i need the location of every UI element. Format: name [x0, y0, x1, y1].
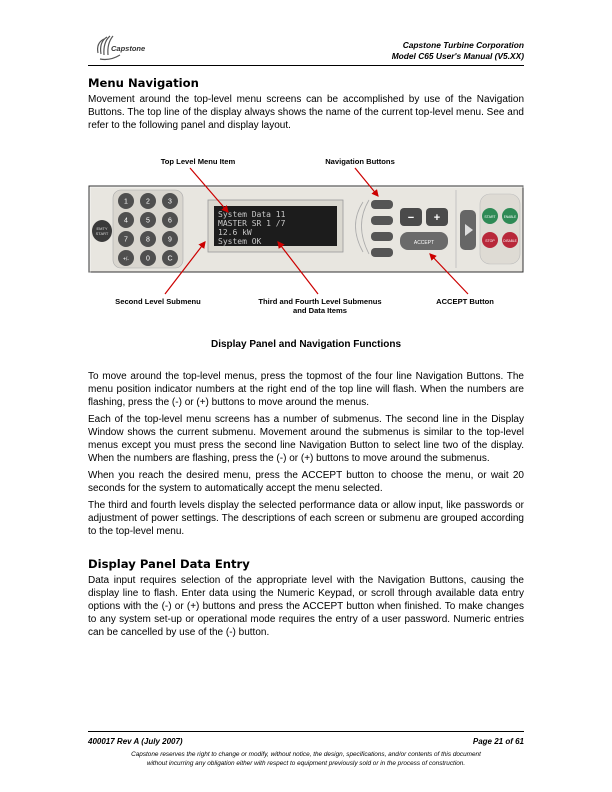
accept-label: ACCEPT	[413, 240, 435, 246]
keypad-key-label: 6	[168, 217, 172, 225]
figure-caption: Display Panel and Navigation Functions	[210, 339, 402, 350]
paragraph: When you reach the desired menu, press the ACCEPT button to choose the menu, or wait 20 seconds for the system to automatically accept the menu selected.	[88, 470, 524, 494]
keypad-key-label: 4	[124, 217, 128, 225]
arrow-third-fourth	[278, 242, 318, 294]
label-third-fourth-level	[240, 297, 400, 315]
arrow-accept	[430, 254, 468, 294]
label-accept-button: ACCEPT Button	[436, 297, 494, 306]
keypad-key-label: C	[167, 255, 173, 263]
stop-label: STOP	[485, 239, 495, 243]
keypad-key-label: 3	[168, 198, 172, 206]
arrow-nav-buttons	[355, 168, 378, 196]
label-third-fourth-line2: and Data Items	[292, 306, 348, 315]
label-top-level-menu-item: Top Level Menu Item	[160, 157, 236, 166]
logo-text: Capstone	[111, 44, 146, 53]
company-name: Capstone Turbine Corporation	[402, 40, 524, 50]
footer-rule	[88, 731, 524, 732]
label-second-level-submenu: Second Level Submenu	[115, 297, 201, 306]
footer-disclaimer	[88, 751, 524, 768]
keypad-key-label: 1	[124, 198, 128, 206]
data-entry-paragraph	[88, 574, 524, 643]
keypad-key-label: 8	[146, 236, 150, 244]
paragraph: Each of the top-level menu screens has a number of submenus. The second line in the Display Window shows the current submenu. Movement around the submenus is similar to the top-level menus except you must press the second line Navigation Button to select line two of the display. When the numbers are flashing, press the (-) or (+) buttons to move around the submenus.	[88, 414, 524, 464]
minus-label: −	[407, 212, 415, 224]
keypad-key-label: 0	[146, 255, 150, 263]
paragraph: To move around the top-level menus, press the topmost of the four line Navigation Buttons. The menu position indicator numbers at the right end of the top line will flash. When the numbers are flashing, press the (-) or (+) buttons to move around the menus.	[88, 371, 524, 408]
disable-label: DISABLE	[503, 239, 517, 243]
paragraph: The third and fourth levels display the selected performance data or allow input, like passwords or adjustment of power settings. The descriptions of each screen or submenu are grouped according to the top-level menu.	[88, 500, 524, 537]
keypad-key-label: 2	[146, 198, 150, 206]
enable-label: ENABLE	[503, 215, 517, 219]
section-title-data-entry: Display Panel Data Entry	[88, 557, 250, 571]
section-title-menu-navigation: Menu Navigation	[88, 76, 199, 90]
doc-revision: 400017 Rev A (July 2007)	[88, 737, 183, 746]
callout-arrows	[0, 0, 612, 330]
display-line-1: System Data 11	[218, 210, 286, 219]
label-third-fourth-line1: Third and Fourth Level Submenus	[258, 297, 382, 306]
display-line-2: MASTER SR 1 /7	[218, 219, 286, 228]
page-number: Page 21 of 61	[472, 737, 524, 746]
keypad-key-label: +/-	[123, 256, 129, 263]
start-label: START	[484, 215, 496, 219]
estop-label-2: START	[95, 231, 109, 236]
arrow-top-level	[190, 168, 228, 212]
keypad-key-label: 7	[124, 236, 128, 244]
arrow-second-level	[165, 242, 205, 294]
intro-text: Movement around the top-level menu screens can be accomplished by use of the Navigation Buttons. The top line of the display always shows the name of the current top-level menu. See and refer to the following panel and display layout.	[88, 94, 524, 131]
data-entry-text: Data input requires selection of the appropriate level with the Navigation Buttons, causing the display line to flash. Enter data using the Numeric Keypad, or scroll through available data entry options with the (-) or (+) buttons and press the ACCEPT button when finished. To make changes to any system set-up or operational mode requires the entry of a user password. Numeric entries can be cancelled by use of the (-) button.	[88, 575, 524, 638]
plus-label: +	[433, 212, 441, 224]
estop-label-1: EMTY	[96, 226, 108, 231]
keypad-key-label: 9	[168, 236, 172, 244]
manual-title: Model C65 User's Manual (V5.XX)	[391, 51, 524, 61]
keypad-key-label: 5	[146, 217, 150, 225]
disclaimer-line-2: without incurring any obligation either with respect to equipment previously sold or in the process of construction.	[146, 759, 466, 767]
label-navigation-buttons: Navigation Buttons	[325, 157, 395, 166]
display-line-3: 12.6 kW	[218, 228, 252, 237]
disclaimer-line-1: Capstone reserves the right to change or modify, without notice, the design, specifications, and/or contents of this document	[131, 751, 481, 758]
display-line-4: System OK	[218, 237, 262, 246]
body-text	[88, 370, 524, 542]
